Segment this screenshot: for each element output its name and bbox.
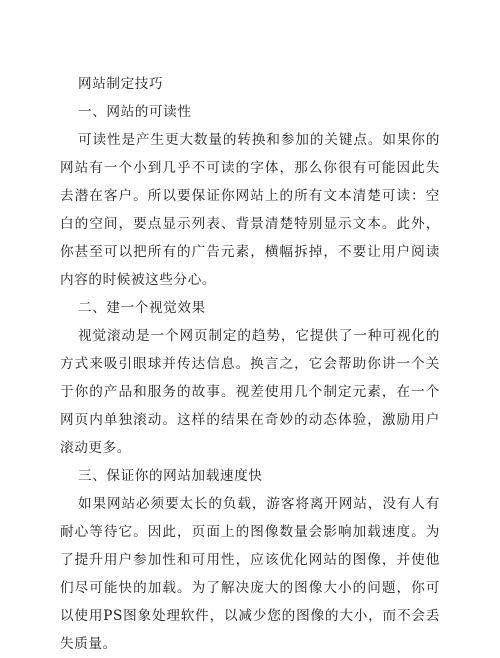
section-heading-load-speed: 三、保证你的网站加载速度快: [78, 468, 263, 484]
section-body-visual-effect: 视觉滚动是一个网页制定的趋势，它提供了一种可视化的方式来吸引眼球并传达信息。换言之，它会帮助你讲一个关于你的产品和服务的故事。视差使用几个制定元素，在一个网页内单独滚动。这样的结果在奇妙的动态体验，激励用户滚动更多。: [60, 328, 440, 456]
section-body-readability: 可读性是产生更大数量的转换和参加的关键点。如果你的网站有一个小到几乎不可读的字体，那么你很有可能因此失去潜在客户。所以要保证你网站上的所有文本清楚可读：空白的空间，要点显示列表、背景清楚特别显示文本。此外，你甚至可以把所有的广告元素，横幅拆掉，不要让用户阅读内容的时候被这些分心。: [60, 132, 440, 288]
section-heading-visual-effect: 二、建一个视觉效果: [78, 300, 206, 316]
section-heading-readability: 一、网站的可读性: [78, 104, 192, 120]
section-body-load-speed: 如果网站必须要太长的负载，游客将离开网站，没有人有耐心等待它。因此，页面上的图像数量会影响加载速度。为了提升用户参加性和可用性，应该优化网站的图像，并使他们尽可能快的加载。为了解决庞大的图像大小的问题，你可以使用PS图象处理软件，以减少您的图像的大小，而不会丢失质量。: [60, 496, 440, 652]
document-title: 网站制定技巧: [78, 76, 164, 92]
document-page: [60, 70, 440, 658]
